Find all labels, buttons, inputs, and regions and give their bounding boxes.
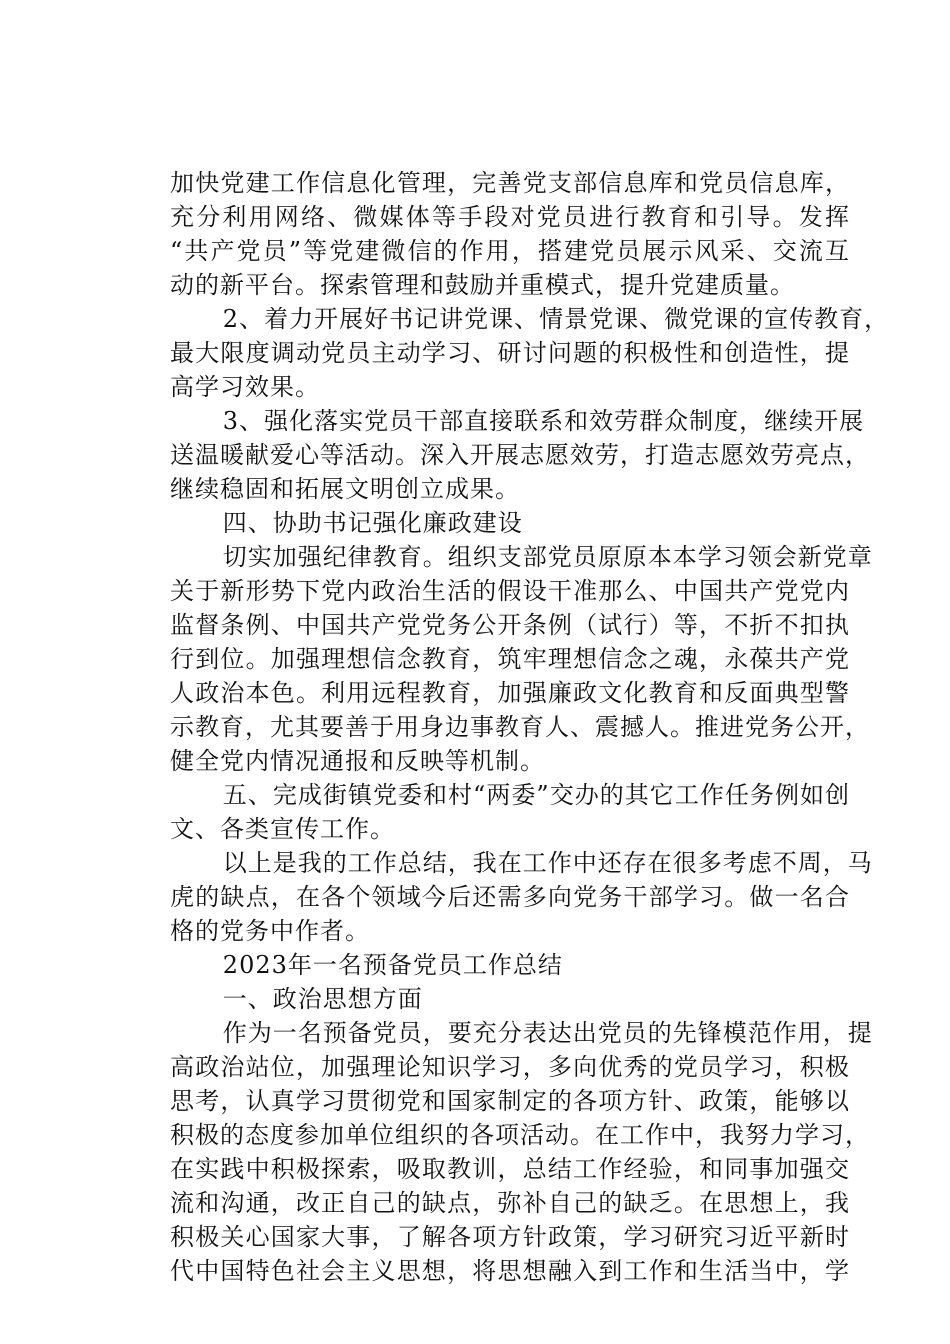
text-line: “共产党员”等党建微信的作用，搭建党员展示风采、交流互	[170, 237, 850, 265]
text-line: 在实践中积极探索，吸取教训，总结工作经验，和同事加强交	[170, 1155, 850, 1183]
text-line: 虎的缺点，在各个领域今后还需多向党务干部学习。做一名合	[170, 883, 850, 911]
text-line: 加快党建工作信息化管理，完善党支部信息库和党员信息库，	[170, 169, 850, 197]
text-line: 格的党务中作者。	[170, 917, 370, 945]
text-line: 高学习效果。	[170, 373, 320, 401]
text-line: 3、强化落实党员干部直接联系和效劳群众制度，继续开展	[222, 407, 865, 435]
text-line: 以上是我的工作总结，我在工作中还存在很多考虑不周，马	[222, 849, 873, 877]
text-line: 作为一名预备党员，要充分表达出党员的先锋模范作用，提	[222, 1019, 873, 1047]
text-line: 健全党内情况通报和反映等机制。	[170, 747, 545, 775]
text-line: 积极关心国家大事，了解各项方针政策，学习研究习近平新时	[170, 1223, 850, 1251]
text-line: 五、完成街镇党委和村“两委”交办的其它工作任务例如创	[222, 781, 850, 809]
text-line: 高政治站位，加强理论知识学习，多向优秀的党员学习，积极	[170, 1053, 850, 1081]
text-line: 最大限度调动党员主动学习、研讨问题的积极性和创造性，提	[170, 339, 850, 367]
text-line: 四、协助书记强化廉政建设	[222, 509, 523, 537]
text-line: 监督条例、中国共产党党务公开条例（试行）等，不折不扣执	[170, 611, 850, 639]
text-line: 送温暖献爱心等活动。深入开展志愿效劳，打造志愿效劳亮点，	[170, 441, 870, 469]
text-line: 继续稳固和拓展文明创立成果。	[170, 475, 520, 503]
text-line: 思考，认真学习贯彻党和国家制定的各项方针、政策，能够以	[170, 1087, 850, 1115]
text-line: 关于新形势下党内政治生活的假设干准那么、中国共产党党内	[170, 577, 850, 605]
text-line: 切实加强纪律教育。组织支部党员原原本本学习领会新党章	[222, 543, 873, 571]
text-line: 行到位。加强理想信念教育，筑牢理想信念之魂，永葆共产党	[170, 645, 850, 673]
text-line: 动的新平台。探索管理和鼓励并重模式，提升党建质量。	[170, 271, 795, 299]
text-line: 文、各类宣传工作。	[170, 815, 395, 843]
document-body	[170, 166, 890, 1288]
text-line: 积极的态度参加单位组织的各项活动。在工作中，我努力学习，	[170, 1121, 870, 1149]
text-line: 充分利用网络、微媒体等手段对党员进行教育和引导。发挥	[170, 203, 850, 231]
text-line: 一、政治思想方面	[222, 985, 423, 1013]
text-line: 2、着力开展好书记讲党课、情景党课、微党课的宣传教育，	[222, 305, 890, 333]
text-line: 流和沟通，改正自己的缺点，弥补自己的缺乏。在思想上，我	[170, 1189, 850, 1217]
text-line: 代中国特色社会主义思想，将思想融入到工作和生活当中，学	[170, 1257, 850, 1285]
text-line: 人政治本色。利用远程教育，加强廉政文化教育和反面典型警	[170, 679, 850, 707]
text-line: 示教育，尤其要善于用身边事教育人、震撼人。推进党务公开，	[170, 713, 870, 741]
text-line: 2023年一名预备党员工作总结	[222, 951, 563, 979]
